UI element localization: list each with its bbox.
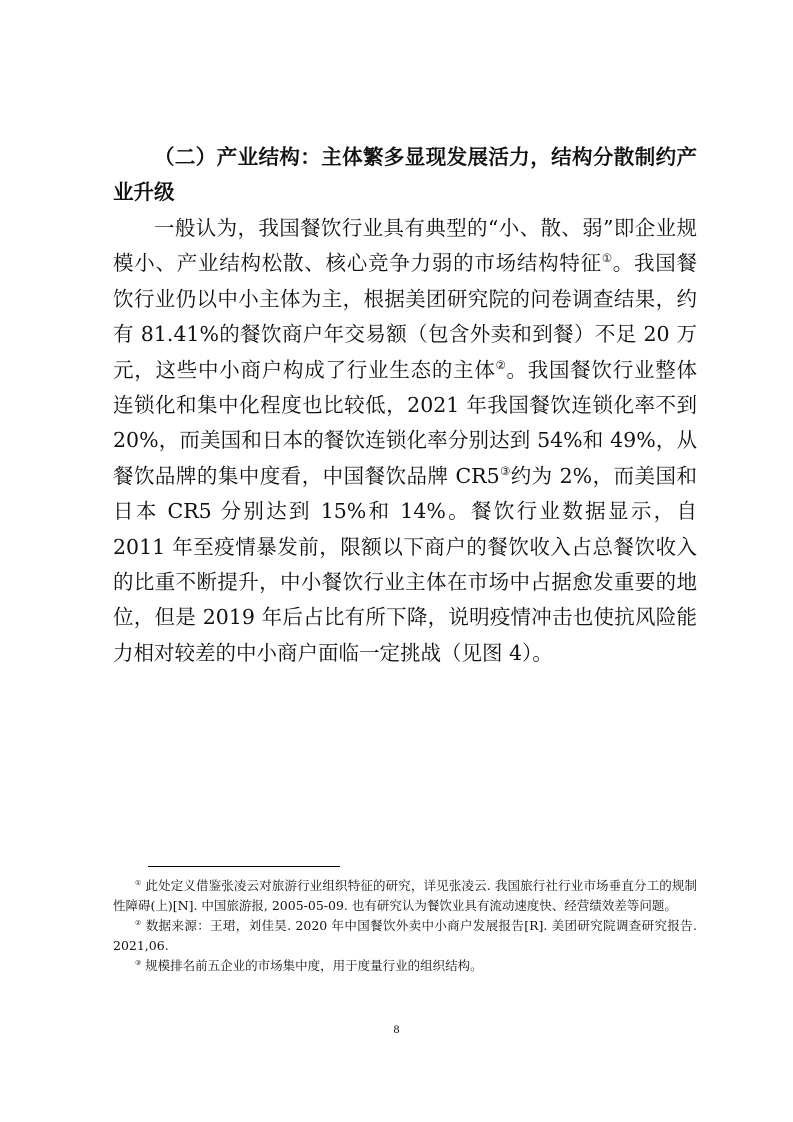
paragraph-text-1: 一般认为，我国餐饮行业具有典型的“小、散、弱”即企业规模小、产业结构松散、核心竞争力弱的市场结构特征 <box>113 216 697 276</box>
footnote-marker-1: ① <box>135 878 142 887</box>
footnotes <box>113 876 697 976</box>
footnote-ref-1[interactable]: ① <box>601 252 613 266</box>
footnote-marker-3: ③ <box>135 958 142 967</box>
footnote-ref-3[interactable]: ③ <box>499 465 511 479</box>
section-heading: （二）产业结构：主体繁多显现发展活力，结构分散制约产业升级 <box>113 145 697 204</box>
footnote-marker-2: ② <box>135 918 142 927</box>
body-paragraph <box>113 211 697 671</box>
footnote-divider <box>148 866 340 867</box>
page-number: 8 <box>393 1022 400 1036</box>
footnote-3 <box>113 956 697 976</box>
footnote-text-3: 规模排名前五企业的市场集中度，用于度量行业的组织结构。 <box>145 958 483 973</box>
footnote-1 <box>113 876 697 916</box>
footnote-text-2: 数据来源：王珺，刘佳昊. 2020 年中国餐饮外卖中小商户发展报告[R]. 美团研究院调查研究报告. 2021,06. <box>113 918 697 953</box>
footnote-text-1: 此处定义借鉴张凌云对旅游行业组织特征的研究，详见张凌云. 我国旅行社行业市场垂直分工的规制性障碍(上)[N]. 中国旅游报, 2005-05-09. 也有研究认为餐饮业具有流动速度快、经营绩效差等问题。 <box>113 878 697 913</box>
paragraph-text-4: 约为 2%，而美国和日本 CR5 分别达到 15%和 14%。餐饮行业数据显示，自 2011 年至疫情暴发前，限额以下商户的餐饮收入占总餐饮收入的比重不断提升，中小餐饮行业主体在市场中占据愈发重要的地位，但是 2019 年后占比有所下降，说明疫情冲击也使抗风险能力相对较差的中小商户面临一定挑战（见图 4）。 <box>113 463 697 665</box>
paragraph-text-2: 。我国餐饮行业仍以中小主体为主，根据美团研究院的问卷调查结果，约有 81.41%的餐饮商户年交易额（包含外卖和到餐）不足 20 万元，这些中小商户构成了行业生态的主体 <box>113 251 697 382</box>
footnote-ref-2[interactable]: ② <box>495 358 507 372</box>
footnote-2 <box>113 916 697 956</box>
paragraph-text-3: 。我国餐饮行业整体连锁化和集中化程度也比较低，2021 年我国餐饮连锁化率不到 20%，而美国和日本的餐饮连锁化率分别达到 54%和 49%，从餐饮品牌的集中度看，中国餐饮品牌 CR5 <box>113 357 697 488</box>
